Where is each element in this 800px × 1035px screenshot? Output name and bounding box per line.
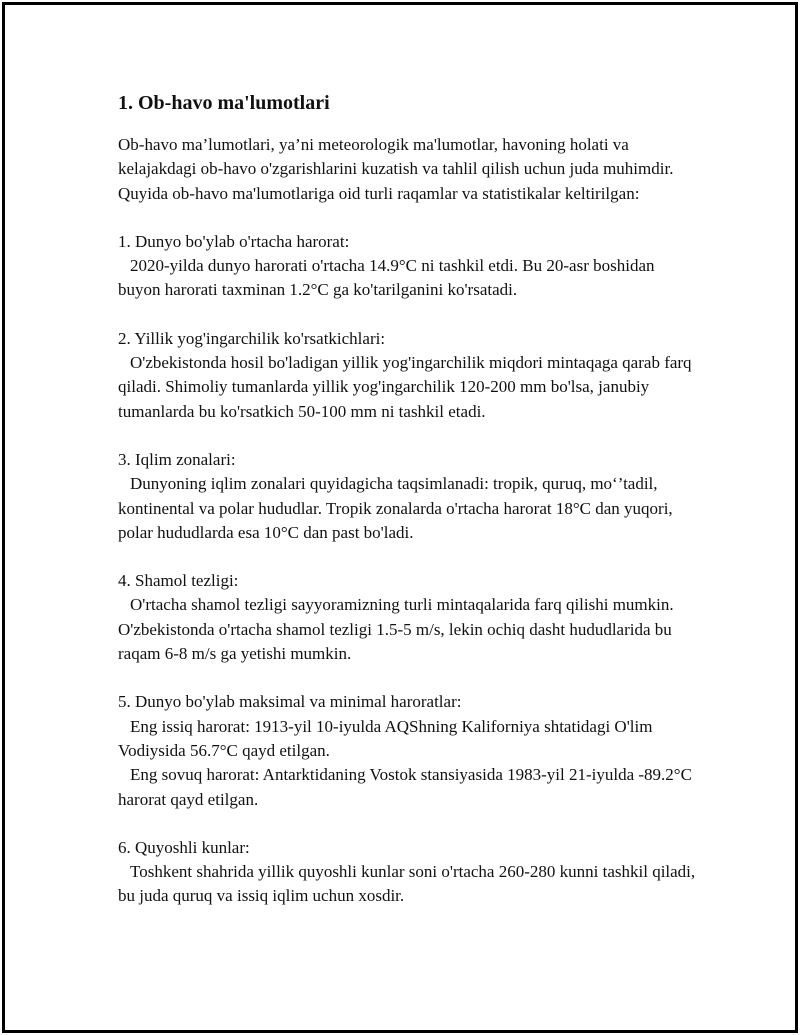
section-title: 6. Quyoshli kunlar: (118, 837, 250, 857)
intro-paragraph: Ob-havo ma’lumotlari, ya’ni meteorologik ma'lumotlar, havoning holati va kelajakdagi ob-havo o'zgarishlarini kuzatish va tahlil qilish uchun juda muhimdir. Quyida ob-havo ma'lumotlariga oid turli raqamlar va statistikalar keltirilgan: (118, 135, 674, 203)
document-heading: 1. Ob-havo ma'lumotlari (118, 92, 330, 114)
section-title: 1. Dunyo bo'ylab o'rtacha harorat: (118, 231, 350, 251)
section-title: 3. Iqlim zonalari: (118, 449, 236, 469)
section-climate-zones (118, 448, 698, 545)
section-extreme-temperatures (118, 690, 698, 811)
section-body: 2020-yilda dunyo harorati o'rtacha 14.9°C ni tashkil etdi. Bu 20-asr boshidan buyon harorati taxminan 1.2°C ga ko'tarilganini ko'rsatadi. (118, 256, 655, 300)
section-sunny-days (118, 836, 698, 909)
section-body: O'zbekistonda hosil bo'ladigan yillik yog'ingarchilik miqdori mintaqaga qarab farq qiladi. Shimoliy tumanlarda yillik yog'ingarchilik 120-200 mm bo'lsa, janubiy tumanlarda bu ko'rsatkich 50-100 mm ni tashkil etadi. (118, 353, 692, 421)
section-title: 4. Shamol tezligi: (118, 571, 239, 591)
section-wind-speed (118, 569, 698, 666)
section-precipitation (118, 327, 698, 424)
section-body: Eng issiq harorat: 1913-yil 10-iyulda AQShning Kaliforniya shtatidagi O'lim Vodiysida 56.7°C qayd etilgan. (118, 716, 653, 760)
section-title: 5. Dunyo bo'ylab maksimal va minimal haroratlar: (118, 692, 462, 712)
section-body: O'rtacha shamol tezligi sayyoramizning turli mintaqalarida farq qilishi mumkin. O'zbekistonda o'rtacha shamol tezligi 1.5-5 m/s, lekin ochiq dasht hududlarida bu raqam 6-8 m/s ga yetishi mumkin. (118, 595, 674, 664)
section-body: Dunyoning iqlim zonalari quyidagicha taqsimlanadi: tropik, quruq, mo‘’tadil, kontinental va polar hududlar. Tropik zonalarda o'rtacha harorat 18°C dan yuqori, polar hududlarda esa 10°C dan past bo'ladi. (118, 474, 673, 542)
section-body-secondary: Eng sovuq harorat: Antarktidaning Vostok stansiyasida 1983-yil 21-iyulda -89.2°C harorat qayd etilgan. (118, 765, 692, 809)
section-body: Toshkent shahrida yillik quyoshli kunlar soni o'rtacha 260-280 kunni tashkil qiladi, bu juda quruq va issiq iqlim uchun xosdir. (118, 862, 696, 906)
document-content (118, 90, 698, 933)
section-average-temperature (118, 230, 698, 303)
section-title: 2. Yillik yog'ingarchilik ko'rsatkichlari: (118, 328, 386, 348)
